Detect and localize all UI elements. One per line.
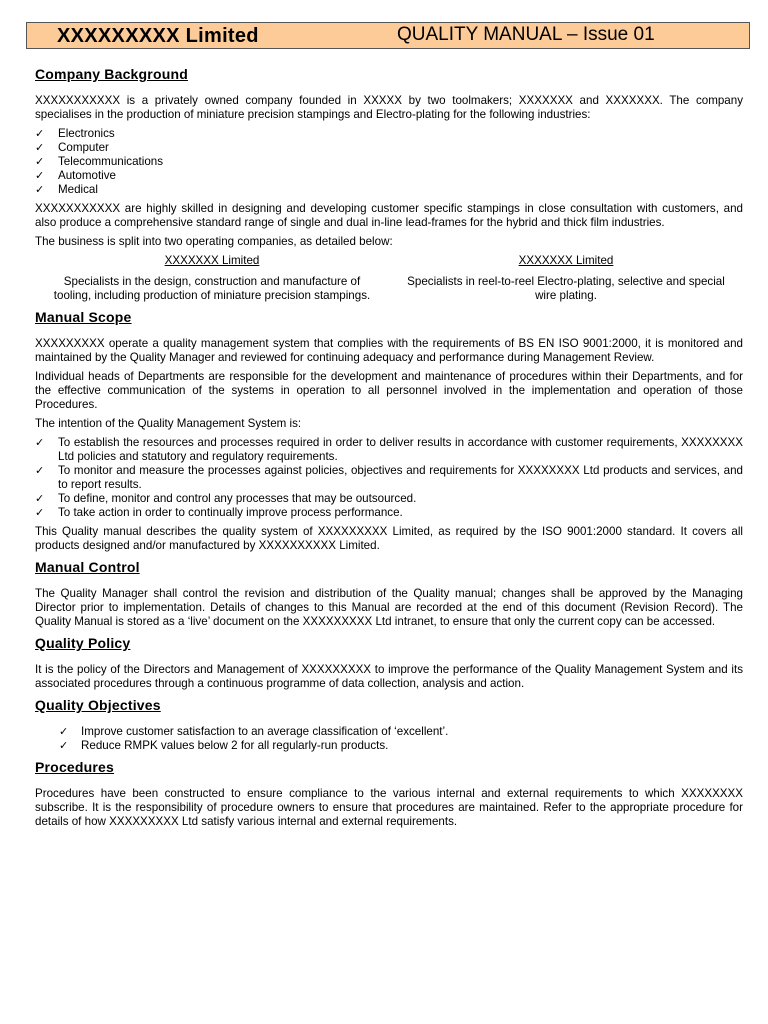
list-item: ✓ Electronics <box>35 127 115 140</box>
operating-company-desc: Specialists in reel-to-reel Electro-plating, selective and special wire plating. <box>407 275 725 302</box>
list-item: ✓ Computer <box>35 141 109 154</box>
intentions-list <box>35 436 743 520</box>
operating-company-desc: Specialists in the design, construction and manufacture of tooling, including production of miniature precision stampings. <box>53 275 371 302</box>
list-item: ✓ Automotive <box>35 169 116 182</box>
checkmark-icon: ✓ <box>35 156 45 168</box>
checkmark-icon: ✓ <box>35 184 45 196</box>
section-manual-control <box>35 559 743 629</box>
list-item: ✓ To take action in order to continually improve process performance. <box>35 506 403 519</box>
operating-company <box>389 254 743 303</box>
section-procedures <box>35 759 743 829</box>
paragraph: The intention of the Quality Management System is: <box>35 417 302 430</box>
list-item: ✓ To monitor and measure the processes against policies, objectives and requirements for XXXXXXXX Ltd products and services, and to report results. <box>35 464 743 491</box>
objectives-list <box>35 725 743 753</box>
section-heading: Manual Scope <box>35 309 132 325</box>
list-item: ✓ Telecommunications <box>35 155 164 168</box>
checkmark-icon: ✓ <box>35 437 45 449</box>
paragraph: This Quality manual describes the quality system of XXXXXXXXX Limited, as required by the ISO 9001:2000 standard. It covers all products designed and/or manufactured by XXXXXXXXXX Limited. <box>35 525 743 552</box>
document-header <box>26 22 750 49</box>
section-heading: Procedures <box>35 759 115 775</box>
paragraph: XXXXXXXXXXX are highly skilled in designing and developing customer specific stampings in close consultation with customers, and also produce a comprehensive standard range of single and dual in-line lead-frames for the hybrid and thick film industries. <box>35 202 743 229</box>
section-quality-policy <box>35 635 743 691</box>
operating-company-name: XXXXXXX Limited <box>164 254 260 267</box>
paragraph: Individual heads of Departments are responsible for the development and maintenance of procedures within their Departments, and for the effective communication of the systems in operation to all personnel involved in the implementation and operation of those Procedures. <box>35 370 743 411</box>
checkmark-icon: ✓ <box>35 465 45 477</box>
paragraph: Procedures have been constructed to ensure compliance to the various internal and external requirements to which XXXXXXXX subscribe. It is the responsibility of procedure owners to ensure that procedures are maintained. Refer to the appropriate procedure for details of how XXXXXXXXX Ltd satisfy various internal and external requirements. <box>35 787 743 828</box>
document-body <box>35 60 743 835</box>
company-name: XXXXXXXXX Limited <box>57 25 259 47</box>
list-item: ✓ To establish the resources and processes required in order to deliver results in accordance with customer requirements, XXXXXXXX Ltd policies and statutory and regulatory requirements. <box>35 436 743 463</box>
checkmark-icon: ✓ <box>59 740 69 752</box>
checkmark-icon: ✓ <box>35 493 45 505</box>
operating-company-name: XXXXXXX Limited <box>518 254 614 267</box>
list-item: ✓ Medical <box>35 183 98 196</box>
checkmark-icon: ✓ <box>59 726 69 738</box>
list-item: ✓ Reduce RMPK values below 2 for all regularly-run products. <box>59 739 389 752</box>
checkmark-icon: ✓ <box>35 507 45 519</box>
section-quality-objectives <box>35 697 743 753</box>
section-heading: Manual Control <box>35 559 140 575</box>
paragraph: XXXXXXXXXXX is a privately owned company founded in XXXXX by two toolmakers; XXXXXXX and XXXXXXX. The company specialises in the production of miniature precision stampings and Electro-plating for the following industries: <box>35 94 743 121</box>
checkmark-icon: ✓ <box>35 170 45 182</box>
paragraph: The business is split into two operating companies, as detailed below: <box>35 235 393 248</box>
industries-list <box>35 127 743 197</box>
section-heading: Company Background <box>35 66 188 82</box>
operating-companies <box>35 254 743 303</box>
paragraph: It is the policy of the Directors and Management of XXXXXXXXX to improve the performance of the Quality Management System and its associated procedures through a continuous programme of data collection, analysis and action. <box>35 663 743 690</box>
list-item: ✓ Improve customer satisfaction to an average classification of ‘excellent’. <box>59 725 449 738</box>
paragraph: XXXXXXXXX operate a quality management system that complies with the requirements of BS EN ISO 9001:2000, it is monitored and maintained by the Quality Manager and reviewed for continuing adequacy and performance during Management Review. <box>35 337 743 364</box>
checkmark-icon: ✓ <box>35 142 45 154</box>
section-manual-scope <box>35 309 743 553</box>
checkmark-icon: ✓ <box>35 128 45 140</box>
list-item: ✓ To define, monitor and control any processes that may be outsourced. <box>35 492 417 505</box>
manual-title: QUALITY MANUAL – Issue 01 <box>397 24 655 45</box>
paragraph: The Quality Manager shall control the revision and distribution of the Quality manual; changes shall be approved by the Managing Director prior to implementation. Details of changes to this Manual are recorded at the end of this document (Revision Record). The Quality Manual is stored as a ‘live’ document on the XXXXXXXXX Ltd intranet, to ensure that only the current copy can be accessed. <box>35 587 743 628</box>
section-company-background <box>35 66 743 303</box>
section-heading: Quality Policy <box>35 635 131 651</box>
operating-company <box>35 254 389 303</box>
section-heading: Quality Objectives <box>35 697 161 713</box>
